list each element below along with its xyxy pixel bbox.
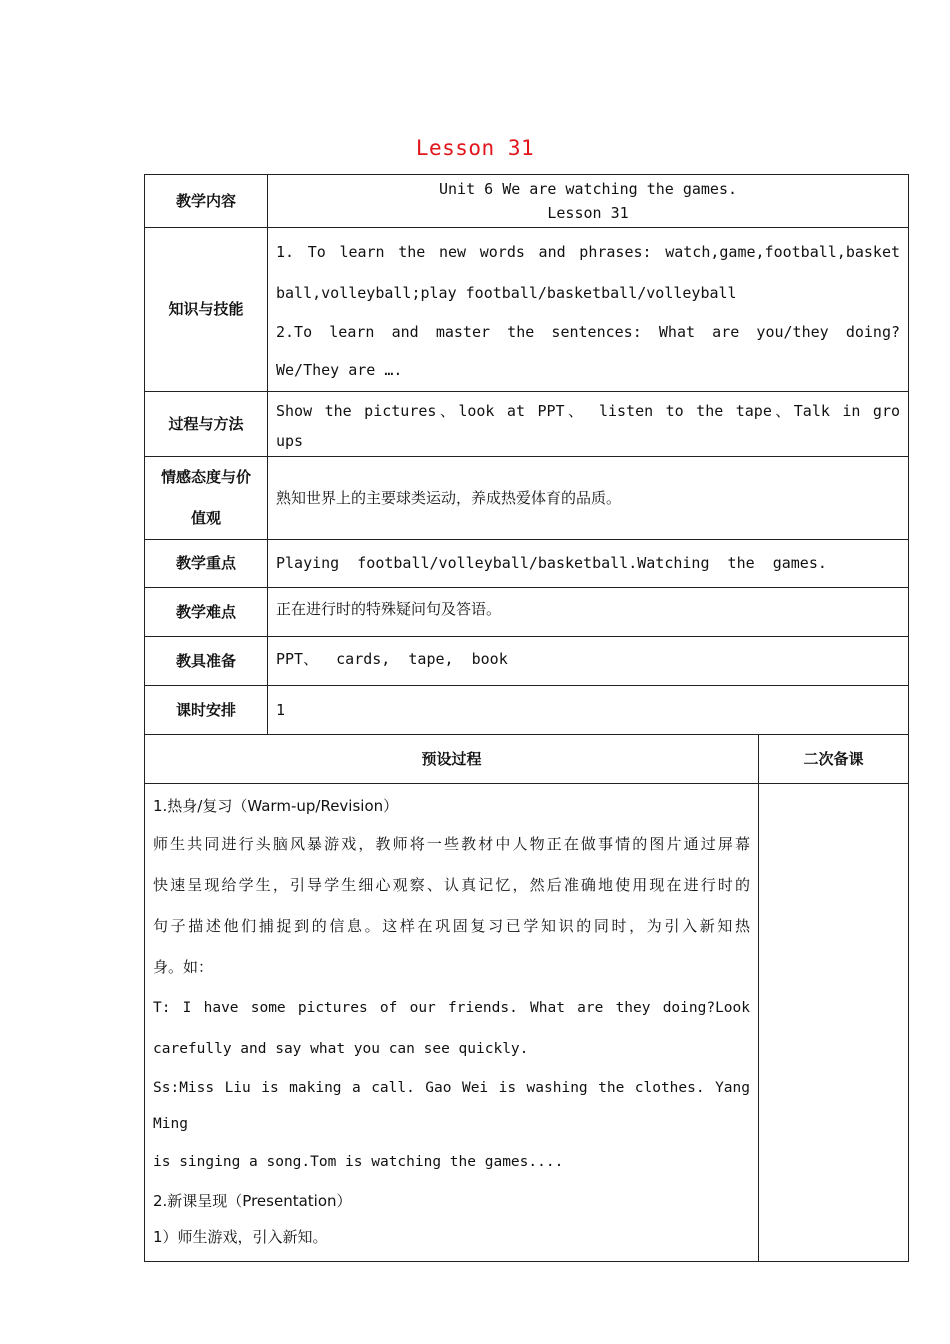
label-materials: 教具准备 — [145, 637, 268, 686]
row-difficulties — [145, 588, 909, 637]
process-line: 2.新课呈现（Presentation） — [153, 1192, 352, 1210]
materials-value: PPT、 cards, tape, book — [268, 637, 909, 686]
process-line: 师生共同进行头脑风暴游戏，教师将一些教材中人物正在做事情的图片通过屏幕 — [153, 835, 750, 853]
process-content — [145, 784, 759, 1262]
knowledge-skills-value — [268, 228, 909, 392]
methods-line-2: ups — [276, 432, 304, 450]
header-second-prep: 二次备课 — [759, 735, 909, 784]
periods-value: 1 — [268, 686, 909, 735]
process-line: 身。如： — [153, 958, 214, 976]
process-line: is singing a song.Tom is watching the games.... — [153, 1154, 564, 1170]
teaching-content-value — [268, 175, 909, 228]
header-preset-process: 预设过程 — [145, 735, 759, 784]
row-process-header — [145, 735, 909, 784]
row-periods — [145, 686, 909, 735]
label-key-points: 教学重点 — [145, 540, 268, 588]
label-difficulties: 教学难点 — [145, 588, 268, 637]
row-teaching-content — [145, 175, 909, 228]
row-process-methods — [145, 392, 909, 457]
label-process-methods: 过程与方法 — [145, 392, 268, 457]
label-knowledge-skills: 知识与技能 — [145, 228, 268, 392]
label-teaching-content: 教学内容 — [145, 175, 268, 228]
row-materials — [145, 637, 909, 686]
process-line: 快速呈现给学生，引导学生细心观察、认真记忆，然后准确地使用现在进行时的 — [153, 876, 750, 894]
label-periods: 课时安排 — [145, 686, 268, 735]
skills-line-2: ball,volleyball;play football/basketball/volleyball — [276, 284, 737, 302]
second-prep-notes — [759, 784, 909, 1262]
lesson-plan-table — [144, 174, 909, 1262]
attitude-values-value: 熟知世界上的主要球类运动，养成热爱体育的品质。 — [268, 457, 909, 540]
process-methods-value — [268, 392, 909, 457]
label-attitude-values: 情感态度与价 值观 — [145, 457, 268, 540]
unit-title: Unit 6 We are watching the games. — [439, 180, 738, 198]
row-knowledge-skills — [145, 228, 909, 392]
skills-line-1: 1. To learn the new words and phrases: watch,game,football,basket — [276, 243, 901, 261]
lesson-subtitle: Lesson 31 — [547, 204, 629, 222]
process-line: Ss:Miss Liu is making a call. Gao Wei is washing the clothes. Yang Ming — [153, 1080, 750, 1132]
key-points-value: Playing football/volleyball/basketball.Watching the games. — [268, 540, 909, 588]
process-line: 1.热身/复习（Warm-up/Revision） — [153, 797, 399, 815]
process-line: 句子描述他们捕捉到的信息。这样在巩固复习已学知识的同时，为引入新知热 — [153, 917, 750, 935]
methods-line-1: Show the pictures、look at PPT、 listen to the tape、Talk in gro — [276, 402, 901, 420]
skills-line-4: We/They are …. — [276, 361, 403, 379]
process-line: T: I have some pictures of our friends. What are they doing?Look — [153, 1000, 750, 1016]
row-key-points — [145, 540, 909, 588]
process-line: 1）师生游戏，引入新知。 — [153, 1228, 328, 1246]
skills-line-3: 2.To learn and master the sentences: What are you/they doing? — [276, 323, 901, 341]
process-line: carefully and say what you can see quickly. — [153, 1041, 529, 1057]
row-attitude-values — [145, 457, 909, 540]
row-process-content — [145, 784, 909, 1262]
difficulties-value: 正在进行时的特殊疑问句及答语。 — [268, 588, 909, 637]
lesson-title: Lesson 31 — [415, 136, 535, 160]
